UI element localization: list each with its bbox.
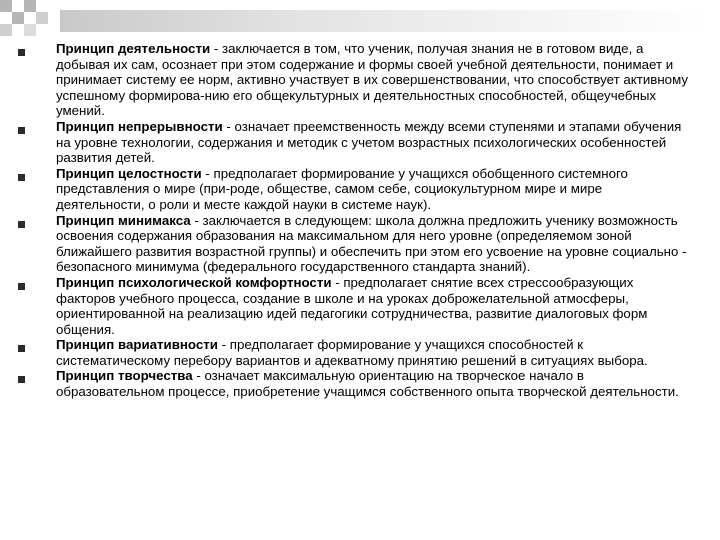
principle-description: - предполагает снятие всех стрессообразующих факторов учебного процесса, создание в школе и на уроках доброжелательной атмосферы, ориентированной на реализацию идей педагогики сотрудничества, развитие диалоговых форм общения.	[56, 274, 648, 337]
bullet-square-icon	[18, 174, 25, 181]
list-item-text	[56, 166, 692, 213]
principle-description: - заключается в следующем: школа должна предложить ученику возможность освоения содержания образования на максимальном для него уровне (определяемом зоной ближайшего развития возрастной группы) и обеспечить при этом его усвоение на уровне социально - безопасного минимума (федерального государственного стандарта знаний).	[56, 212, 687, 275]
principle-description: - предполагает формирование у учащихся способностей к систематическому перебору вариантов и адекватному принятию решений в ситуациях выбора.	[56, 337, 648, 368]
list-item-text	[56, 41, 692, 119]
list-item	[16, 337, 692, 368]
principle-description: - означает преемственность между всеми ступенями и этапами обучения на уровне технологии, содержания и методик с учетом возрастных психологических особенностей развития детей.	[56, 118, 682, 166]
principle-description: - заключается в том, что ученик, получая знания не в готовом виде, а добывая их сам, осознает при этом содержание и формы своей учебной деятельности, понимает и принимает систему ее норм, активно участвует в их совершенствовании, что способствует активному успешному формирова-нию его общекультурных и деятельностных способностей, общеучебных умений.	[56, 41, 689, 119]
list-item	[16, 119, 692, 166]
principle-term: Принцип целостности	[56, 165, 202, 181]
list-item-text	[56, 213, 692, 275]
principle-term: Принцип вариативности	[56, 337, 218, 353]
principle-term: Принцип творчества	[56, 368, 193, 384]
list-item	[16, 213, 692, 275]
list-item	[16, 166, 692, 213]
bullet-square-icon	[18, 376, 25, 383]
bullet-square-icon	[18, 221, 25, 228]
deco-square	[24, 24, 36, 36]
deco-square	[24, 0, 36, 12]
list-item-text	[56, 337, 692, 368]
principle-term: Принцип деятельности	[56, 41, 211, 56]
list-item-text	[56, 119, 692, 166]
deco-square	[0, 0, 12, 12]
list-item-text	[56, 368, 692, 399]
deco-gradient-bar	[60, 10, 710, 32]
principle-term: Принцип психологической комфортности	[56, 274, 332, 290]
bullet-square-icon	[18, 345, 25, 352]
principle-term: Принцип минимакса	[56, 212, 191, 228]
list-item	[16, 41, 692, 119]
list-item	[16, 368, 692, 399]
principle-term: Принцип непрерывности	[56, 118, 223, 134]
bullet-square-icon	[18, 127, 25, 134]
principle-description: - предполагает формирование у учащихся обобщенного системного представления о мире (при-роде, обществе, самом себе, социокультурном мире и мире деятельности, о роли и месте каждой науки в системе наук).	[56, 165, 628, 212]
principles-list	[16, 41, 692, 400]
principle-description: - означает максимальную ориентацию на творческое начало в образовательном процессе, приобретение учащимся собственного опыта творческой деятельности.	[56, 368, 679, 400]
list-item-text	[56, 275, 692, 337]
deco-square	[36, 12, 48, 24]
bullet-square-icon	[18, 283, 25, 290]
list-item	[16, 275, 692, 337]
deco-square	[12, 12, 24, 24]
deco-square	[0, 24, 12, 36]
bullet-square-icon	[18, 49, 25, 56]
